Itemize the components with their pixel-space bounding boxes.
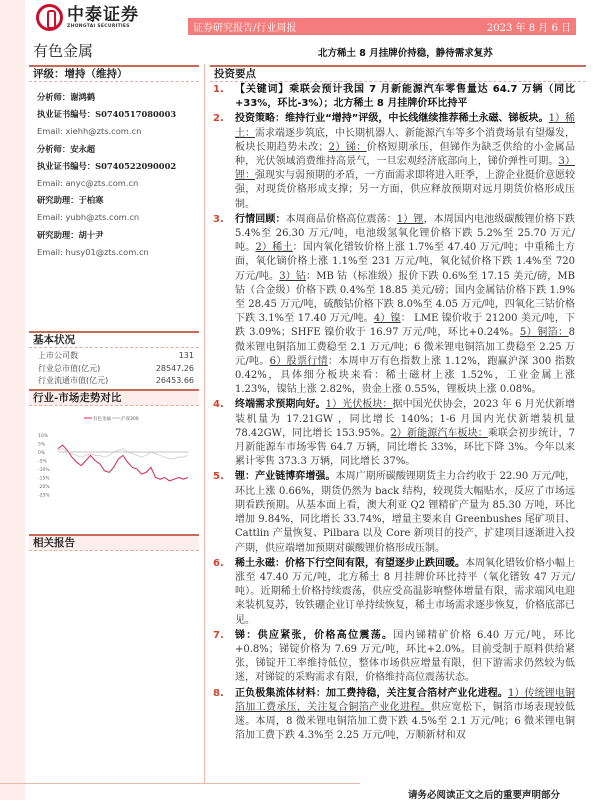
item-number: 7.: [213, 629, 224, 641]
item-text: [235, 557, 575, 628]
page-margin-strip: [0, 0, 25, 800]
item-lead: 正负极集流体材料：加工费持稳，关注复合箔材产业化进程。: [235, 687, 508, 699]
item-body: ：国内氧化镨钕价格上涨 1.7%至 47.40 万元/吨；中重稀土方面，氧化镝价格上涨 1.1%至 231 万元/吨，氧化铽价格下跌 1.4%至 720 万元/吨。: [235, 242, 575, 282]
logo-text: 中泰证券: [67, 5, 139, 25]
item-subheading: 1）稀土：: [235, 113, 575, 139]
item-body: 据中国光伏协会，2023 年 6 月光伏新增装机量为 17.21GW ，同比增长 140%；1-6 月国内光伏新增装机量 78.42GW，同比增长 153.95%。: [235, 399, 575, 439]
y-tick-label: 5%: [38, 442, 46, 448]
stat-label: 行业总市值(亿元): [38, 363, 101, 373]
highlights-list: [213, 83, 575, 744]
sector-name: 有色金属: [33, 42, 94, 60]
item-body: ：本周申万有色指数上涨 1.12%，跑赢沪深 300 指数 0.42%，具体细分板块来看：稀土磁材上涨 1.52%，工业金属上涨 1.23%，镍钴上涨 2.82%，贵金上涨 0.55%，锂板块上涨 0.08%。: [235, 355, 576, 396]
item-body: 本周氧化镨钕价格小幅上涨至 47.40 万元/吨，北方稀土 8 月挂牌价环比持平（氧化镨钕 47 万元/吨）。近期稀土价格持续震荡，供应受高温影响整体增量有限，需求端风电迎来装机复苏，钕铁硼企业订单持续恢复，稀土市场需求逐步恢复，价格底部已见。: [235, 557, 575, 626]
y-tick-label: -25%: [38, 493, 50, 499]
highlight-item: [213, 398, 575, 469]
item-body: ：MB 钴（标准级）报价下跌 0.6%至 17.15 美元/磅，MB 钴（合金级）价格下跌 0.4%至 18.85 美元/磅；国内金属钴价格下跌 1.9%至 28.45 万元/吨，硫酸钴价格下跌 8.0%至 4.05 万元/吨，四氧化三钴价格下跌 3.1%至 17.40 万元/吨。: [235, 270, 575, 325]
item-body: 强现实与弱预期的矛盾，一方面需求即将进入旺季，上游企业挺价意愿较强，对现货价格形成支撑；另一方面，供应释放预期对远月期货价格形成压制。: [235, 170, 575, 210]
stat-value: 28547.26: [155, 363, 194, 373]
series-line-0: [58, 445, 188, 481]
highlight-item: [213, 557, 575, 628]
stat-label: 上市公司数: [38, 351, 78, 360]
stat-label: 行业流通市值(亿元): [38, 376, 109, 385]
y-tick-label: 0%: [38, 451, 46, 456]
trend-heading: 行业-市场走势对比: [29, 389, 199, 406]
item-subheading: 3）锂：: [235, 156, 575, 182]
analyst-name: 分析师：安永超: [37, 143, 96, 154]
item-text: [235, 213, 575, 398]
item-subheading: 3）钴: [279, 270, 307, 282]
item-subheading: 5）铜箔：: [519, 327, 569, 339]
item-number: 5.: [213, 471, 224, 483]
analyst-email: Email: xiehh@zts.com.cn: [37, 126, 142, 137]
item-body: 供应宽松下，铜箔市场表现较低迷。本周，8 微米锂电铜箔加工费下跌 4.5%至 2.1 万元/吨；6 微米锂电铜箔加工费下跌 4.3%至 2.25 万元/吨，万顺新材和双: [235, 701, 575, 742]
analyst-cert: 执业证书编号：S0740517080003: [37, 109, 177, 120]
stat-row: [38, 363, 194, 376]
report-title: 北方稀土 8 月挂牌价持稳，静待需求复苏: [318, 48, 493, 59]
item-text: [235, 398, 575, 469]
item-body: 乘联会初步统计，7 月新能源车市场零售 64.7 万辆，同比增长 33%，环比下降 3%。今年以来累计零售 373.3 万辆，同比增长 37%。: [235, 427, 575, 468]
rating-heading: 评级：增持（维持）: [29, 65, 199, 82]
item-text: [235, 629, 575, 686]
item-body: 本周商品价格高位震荡：: [285, 213, 397, 225]
item-lead: 【关键词】乘联会预计我国 7 月新能源汽车零售量达 64.7 万辆（同比+33%，环比-3%）；北方稀土 8 月挂牌价环比持平: [235, 84, 575, 110]
logo-subtext: ZHONGTAI SECURITIES: [67, 24, 130, 29]
item-text: [235, 112, 575, 211]
item-text: [235, 687, 575, 744]
company-logo: [36, 4, 139, 31]
report-type: 证券研究报告/行业周报: [193, 23, 297, 34]
item-body: ，本周国内电池级碳酸锂价格下跌 5.4%至 26.30 万元/吨，电池级氢氧化锂价格下跌 5.2%至 25.70 万元/吨。: [235, 213, 576, 254]
item-number: 8.: [213, 687, 224, 699]
report-header-bar: [188, 18, 576, 35]
y-tick-label: 10%: [38, 434, 49, 439]
item-lead: 锑：供应紧张，价格高位震荡。: [235, 629, 394, 641]
report-date: 2023 年 8 月 6 日: [486, 23, 571, 34]
stat-row: [38, 350, 194, 363]
investment-highlights-heading: 投资要点: [210, 65, 586, 82]
stat-value: 26453.66: [155, 376, 194, 385]
item-subheading: 2）稀土: [255, 242, 293, 254]
logo-icon: [36, 4, 63, 31]
item-lead: 终端需求预期向好。: [235, 399, 326, 411]
analyst-email: Email: husy01@zts.com.cn: [37, 246, 149, 257]
legend-label: 沪深300: [121, 417, 139, 422]
analyst-email: Email: yubh@zts.com.cn: [37, 212, 140, 223]
highlight-item: [213, 629, 575, 686]
industry-market-trend-chart: [36, 413, 196, 513]
basic-status-heading: 基本状况: [29, 331, 199, 348]
analyst-cert: 执业证书编号：S0740522090002: [37, 160, 177, 171]
footer-divider: [0, 783, 360, 784]
item-text: [235, 83, 575, 111]
analyst-email: Email: anyc@zts.com.cn: [37, 178, 139, 189]
analyst-list: [37, 89, 176, 261]
item-body: ： LME 镍价收于 21200 美元/吨，下跌 3.09%；SHFE 镍价收于 16.97 万元/吨，环比+0.24%。: [235, 313, 575, 339]
item-number: 1.: [213, 84, 224, 95]
item-subheading: 4）镍: [373, 313, 401, 325]
item-lead: 投资策略：维持行业“增持”评级，中长线继续推荐稀土永磁、锑板块。: [235, 113, 549, 125]
highlight-item: [213, 470, 575, 555]
item-lead: 锂：产业链博弈增强。: [235, 471, 336, 483]
analyst-name: 分析师：谢鸿鹤: [37, 92, 96, 102]
y-tick-label: -20%: [38, 485, 50, 490]
item-subheading: 1）传统锂电铜箔加工费承压，关注复合铜箔产业化进程。: [235, 687, 575, 713]
highlight-item: [213, 687, 575, 744]
item-subheading: 2）锑：: [328, 141, 367, 153]
highlight-item: [213, 83, 575, 111]
item-lead: 稀土永磁：价格下行空间有限，有望逐步止跌回暖。: [235, 557, 465, 569]
highlight-item: [213, 213, 575, 398]
item-number: 3.: [213, 213, 224, 225]
analyst-name: 研究助理：胡十尹: [37, 229, 104, 240]
y-tick-label: -15%: [38, 476, 50, 482]
basic-stats-table: [38, 350, 194, 388]
analyst-name: 研究助理：于柏寒: [37, 195, 104, 206]
item-subheading: 1）光伏板块：: [325, 399, 393, 411]
item-subheading: 2）新能源汽车板块：: [390, 427, 488, 439]
legend-label: 有色金属: [93, 417, 111, 422]
disclaimer-notice: 请务必阅读正文之后的重要声明部分: [407, 790, 560, 801]
item-subheading: 6）股票行情: [269, 355, 328, 367]
column-divider: [204, 64, 205, 783]
item-body: 需求端逐步筑底，中长期机器人、新能源汽车等多个消费场景有望爆发，板块长期趋势未改；: [235, 127, 575, 153]
item-body: 国内锑精矿价格 6.40 万元/吨，环比+0.8%；锑锭价格为 7.69 万元/吨，环比+2.0%。目前受制于原料供给紧张，锑锭开工率维持低位，整体市场供应增量有限，但下游需求仍然较为低迷，对锑锭的采购需求有限，价格维持高位震荡状态。: [235, 629, 576, 684]
related-reports-heading: 相关报告: [29, 534, 199, 551]
item-number: 6.: [213, 557, 224, 569]
y-tick-label: -5%: [38, 459, 47, 465]
item-body: 价格短期承压，但锑作为缺乏供给的小金属品种，光伏领域消费维持高景气，一旦宏观经济底部向上，锑价弹性可期。: [235, 141, 576, 168]
item-lead: 行情回顾：: [235, 213, 286, 225]
series-line-1: [58, 449, 188, 459]
item-body: 本周广期所碳酸锂期货主力合约收于 22.90 万元/吨，环比上涨 0.66%，期货仍然为 back 结构，较现货大幅贴水，反应了市场远期看跌预期。从基本面上看，澳大利亚 Q2 锂精矿产量为 85.30 万吨，环比增加 9.84%，同比增长 33.74%，增量主要来自 Greenbushes 尾矿项目、Cattlin 产量恢复、Pilbara 以及 Core 新项目的投产，扩建项目逐渐进入投产期，供应端增加预期对碳酸锂价格形成压制。: [235, 471, 575, 554]
item-text: [235, 470, 575, 555]
item-number: 4.: [213, 399, 224, 411]
item-subheading: 1）锂: [396, 213, 424, 225]
item-number: 2.: [213, 113, 224, 125]
y-tick-label: -10%: [38, 468, 50, 473]
item-body: 8 微米锂电铜箔加工费稳至 2.1 万元/吨；6 微米锂电铜箔加工费稳至 2.25 万元/吨。: [235, 327, 575, 367]
stat-row: [38, 375, 194, 388]
stat-value: 131: [178, 351, 194, 360]
highlight-item: [213, 112, 575, 211]
